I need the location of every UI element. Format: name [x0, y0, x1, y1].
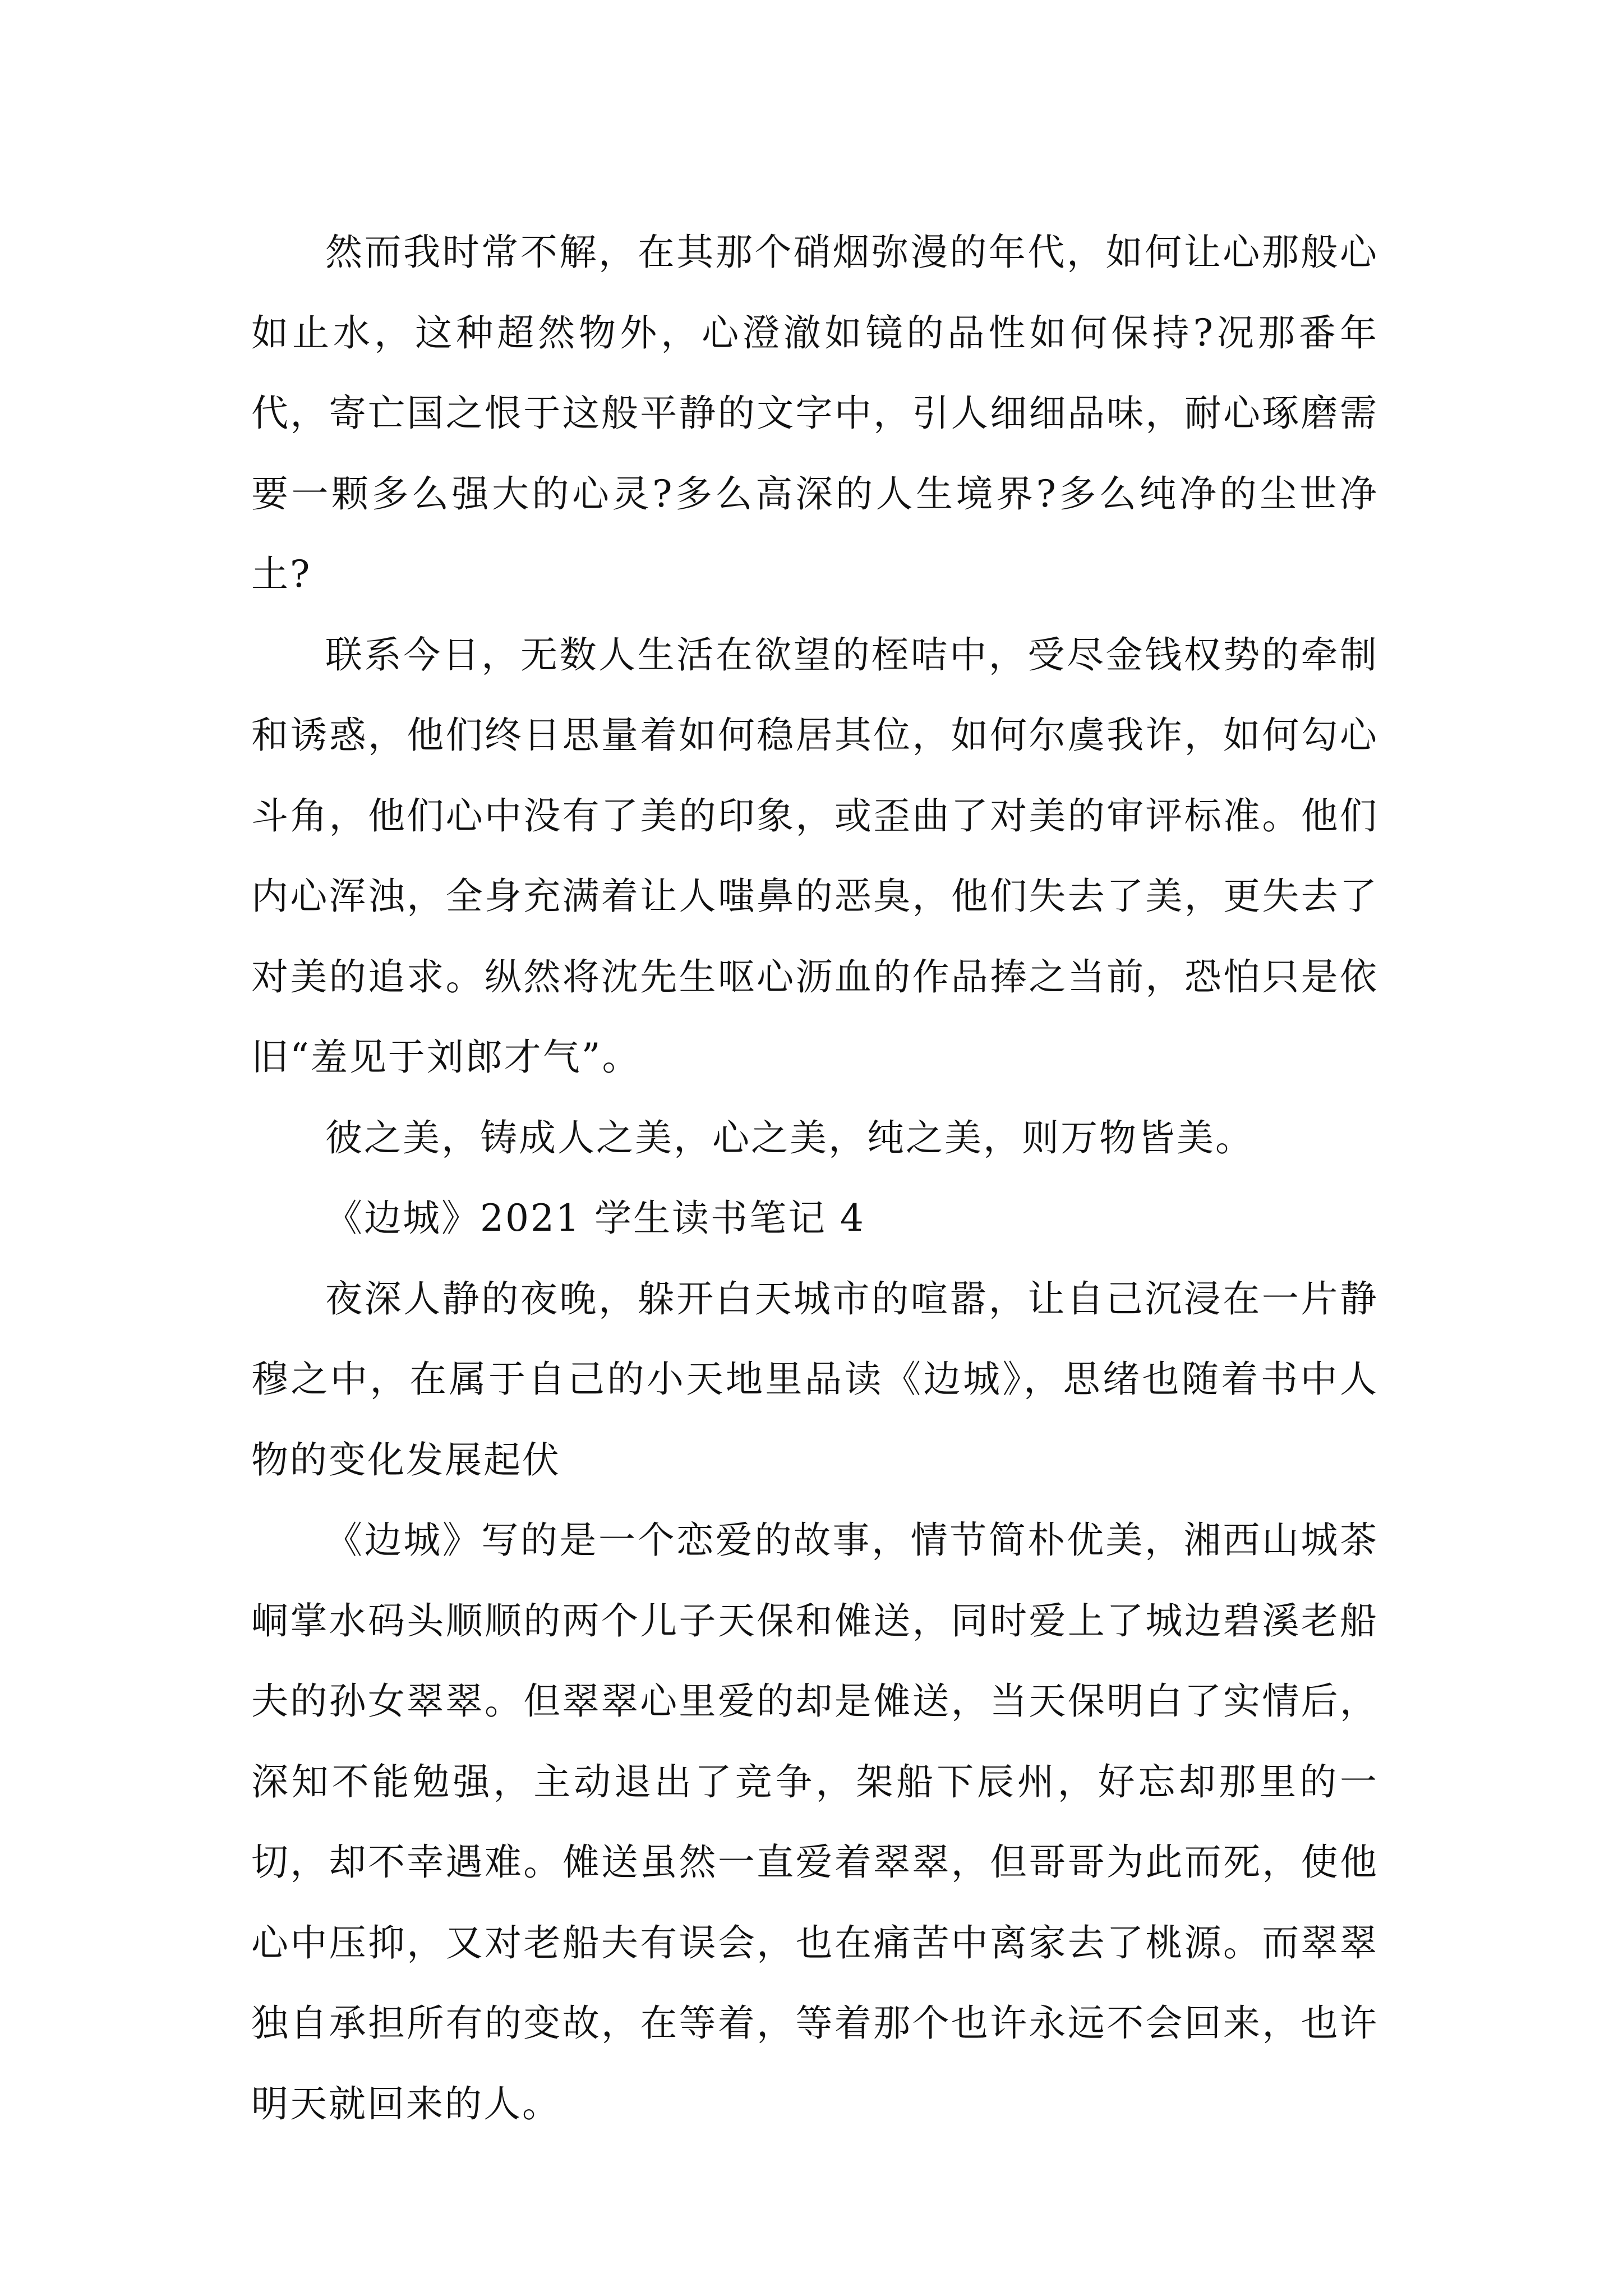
paragraph-story-summary: 《边城》写的是一个恋爱的故事，情节简朴优美，湘西山城茶峒掌水码头顺顺的两个儿子天保和傩送，同时爱上了城边碧溪老船夫的孙女翠翠。但翠翠心里爱的却是傩送，当天保明白了实情后，深知不能勉强，主动退出了竞争，架船下辰州，好忘却那里的一切，却不幸遇难。傩送虽然一直爱着翠翠，但哥哥为此而死，使他心中压抑，又对老船夫有误会，也在痛苦中离家去了桃源。而翠翠独自承担所有的变故，在等着，等着那个也许永远不会回来，也许明天就回来的人。 — [251, 1519, 1378, 2125]
section-heading: 《边城》2021 学生读书笔记 4 — [325, 1197, 865, 1240]
paragraph-today: 联系今日，无数人生活在欲望的桎咭中，受尽金钱权势的牵制和诱惑，他们终日思量着如何稳居其位，如何尔虞我诈，如何勾心斗角，他们心中没有了美的印象，或歪曲了对美的审评标准。他们内心浑浊，全身充满着让人嗤鼻的恶臭，他们失去了美，更失去了对美的追求。纵然将沈先生呕心沥血的作品捧之当前，恐怕只是依旧“羞见于刘郎才气”。 — [251, 633, 1378, 1079]
document-body — [251, 212, 1378, 2144]
paragraph-reflection: 然而我时常不解，在其那个硝烟弥漫的年代，如何让心那般心如止水，这种超然物外，心澄澈如镜的品性如何保持?况那番年代，寄亡国之恨于这般平静的文字中，引人细细品味，耐心琢磨需要一颗多么强大的心灵?多么高深的人生境界?多么纯净的尘世净土? — [251, 231, 1378, 596]
paragraph-night-reading: 夜深人静的夜晚，躲开白天城市的喧嚣，让自己沉浸在一片静穆之中，在属于自己的小天地里品读《边城》，思绪也随着书中人物的变化发展起伏 — [251, 1277, 1378, 1481]
paragraph-beauty: 彼之美，铸成人之美，心之美，纯之美，则万物皆美。 — [325, 1116, 1254, 1159]
